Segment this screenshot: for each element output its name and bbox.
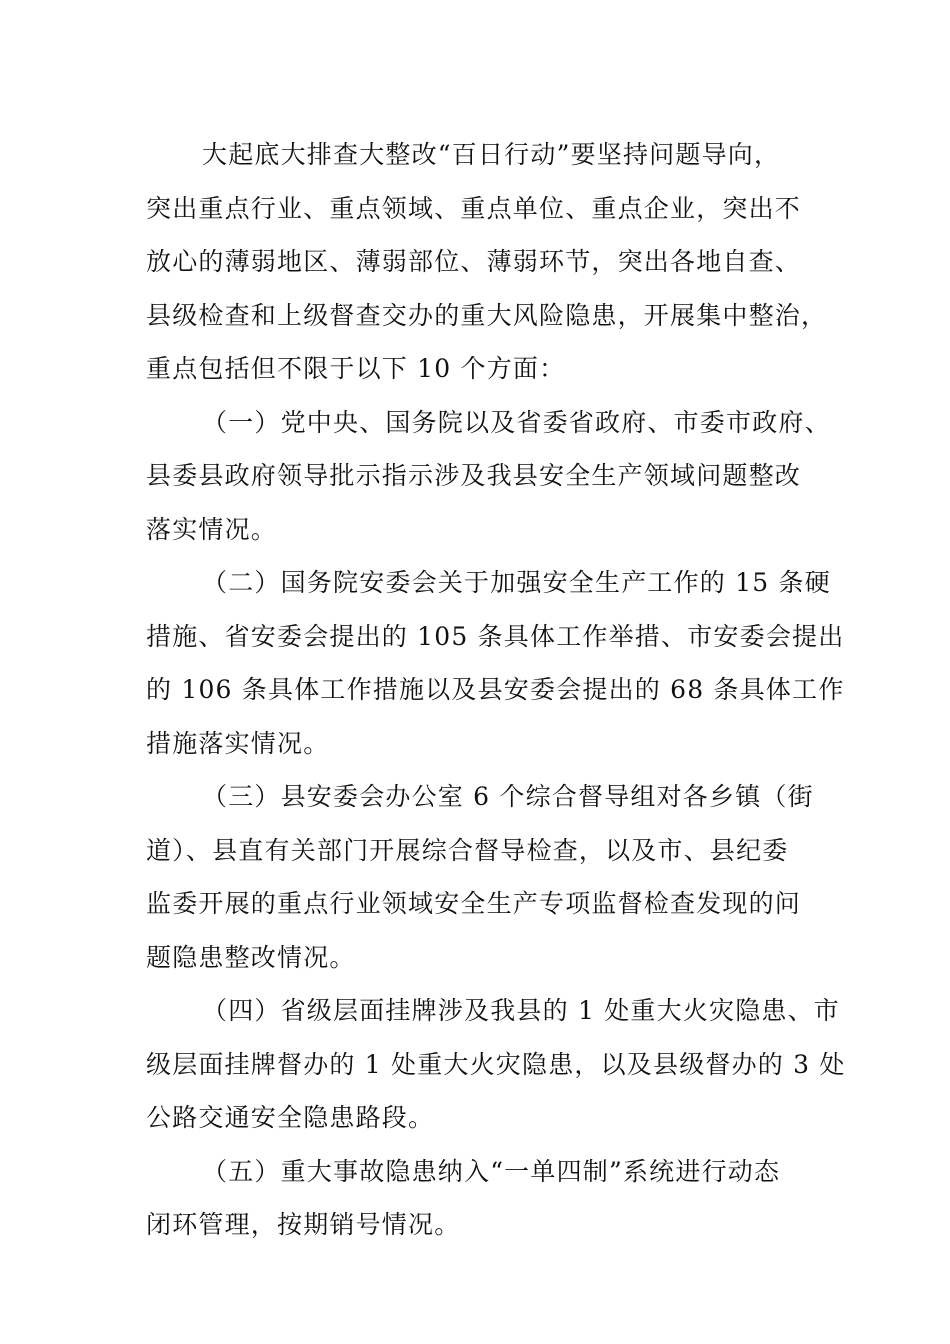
text-line: （四）省级层面挂牌涉及我县的 1 处重大火灾隐患、市 xyxy=(202,996,841,1025)
item-2-paragraph xyxy=(146,556,845,770)
text-line: 大起底大排查大整改“百日行动”要坚持问题导向， xyxy=(202,140,781,169)
intro-paragraph xyxy=(146,128,828,396)
text-line: （一）党中央、国务院以及省委省政府、市委市政府、 xyxy=(202,407,831,437)
text-line: （二）国务院安委会关于加强安全生产工作的 15 条硬 xyxy=(202,568,831,597)
text-line: 突出重点行业、重点领域、重点单位、重点企业，突出不 xyxy=(146,193,802,223)
text-line: 题隐患整改情况。 xyxy=(146,942,356,972)
text-line: 落实情况。 xyxy=(146,514,278,544)
item-4-paragraph xyxy=(146,984,846,1145)
document-body xyxy=(146,128,846,1252)
text-line: 县委县政府领导批示指示涉及我县安全生产领域问题整改 xyxy=(146,461,802,490)
text-line: 放心的薄弱地区、薄弱部位、薄弱环节，突出各地自查、 xyxy=(146,247,802,276)
text-line: 的 106 条具体工作措施以及县安委会提出的 68 条具体工作 xyxy=(146,675,845,704)
text-line: 公路交通安全隐患路段。 xyxy=(146,1103,435,1132)
text-line: （五）重大事故隐患纳入“一单四制”系统进行动态 xyxy=(202,1156,781,1186)
text-line: 级层面挂牌督办的 1 处重大火灾隐患，以及县级督办的 3 处 xyxy=(146,1049,846,1079)
item-3-paragraph xyxy=(146,770,816,984)
text-line: 措施落实情况。 xyxy=(146,728,330,758)
text-line: 县级检查和上级督查交办的重大风险隐患，开展集中整治， xyxy=(146,300,828,330)
text-line: 重点包括但不限于以下 10 个方面： xyxy=(146,354,566,383)
text-line: （三）县安委会办公室 6 个综合督导组对各乡镇（街 xyxy=(202,782,814,811)
item-5-paragraph xyxy=(146,1145,816,1252)
text-line: 闭环管理，按期销号情况。 xyxy=(146,1210,461,1239)
item-1-paragraph xyxy=(146,396,831,557)
text-line: 措施、省安委会提出的 105 条具体工作举措、市安委会提出 xyxy=(146,621,845,651)
text-line: 道）、县直有关部门开展综合督导检查，以及市、县纪委 xyxy=(146,835,789,865)
text-line: 监委开展的重点行业领域安全生产专项监督检查发现的问 xyxy=(146,889,802,918)
